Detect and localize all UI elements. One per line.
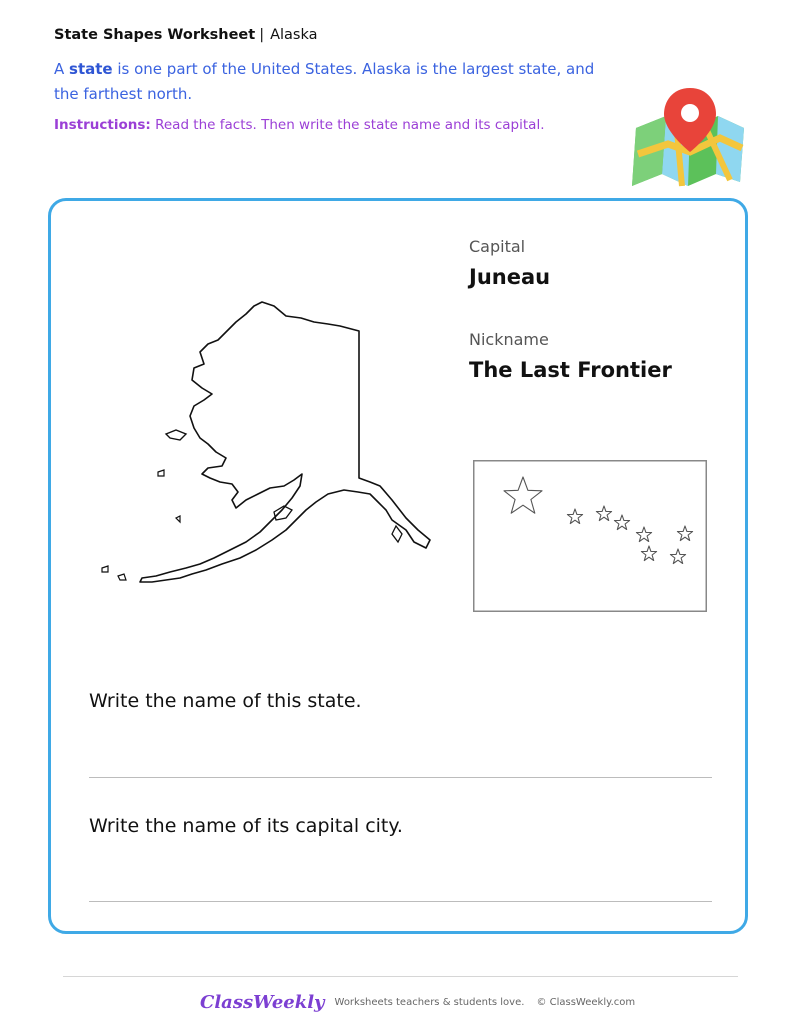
instructions-text: Read the facts. Then write the state name and its capital. — [150, 117, 545, 133]
nickname-value: The Last Frontier — [469, 358, 672, 382]
answer-line-capital[interactable] — [89, 901, 712, 902]
intro-term: state — [69, 60, 113, 78]
footer-tagline: Worksheets teachers & students love. — [334, 996, 525, 1008]
intro-text: is one part of the United States. Alaska is the largest state, and the farthest north. — [54, 60, 595, 103]
footer-divider — [63, 976, 738, 977]
intro-paragraph — [54, 57, 614, 107]
alaska-outline-map — [96, 296, 436, 586]
intro-prefix: A — [54, 60, 70, 78]
question-state-name: Write the name of this state. — [89, 690, 362, 712]
brand-logo: ClassWeekly — [200, 991, 325, 1013]
header-state-name: Alaska — [270, 27, 318, 43]
worksheet-title: State Shapes Worksheet — [54, 27, 256, 43]
map-pin-icon — [628, 86, 748, 192]
footer — [200, 987, 635, 1017]
nickname-label: Nickname — [469, 330, 549, 349]
footer-copyright: © ClassWeekly.com — [536, 996, 636, 1008]
answer-line-state[interactable] — [89, 777, 712, 778]
capital-label: Capital — [469, 237, 526, 256]
question-capital-city: Write the name of its capital city. — [89, 815, 403, 837]
worksheet-header — [54, 27, 318, 43]
header-separator: | — [259, 27, 265, 43]
instructions-label: Instructions: — [54, 117, 151, 133]
alaska-flag — [473, 460, 707, 612]
capital-value: Juneau — [469, 265, 551, 289]
instructions — [54, 117, 545, 133]
